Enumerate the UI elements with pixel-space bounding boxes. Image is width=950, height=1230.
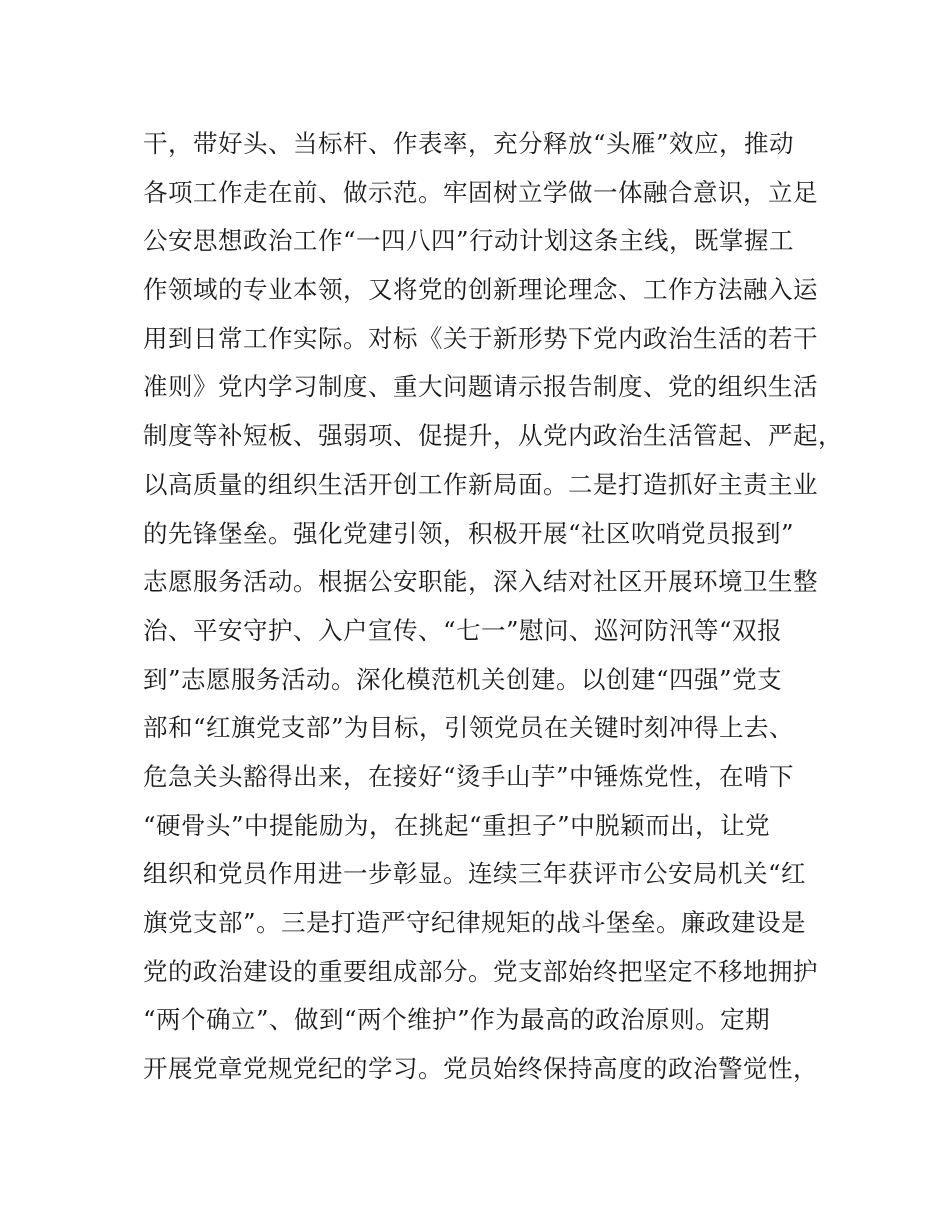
text-line: 志愿服务活动。根据公安职能，深入结对社区开展环境卫生整 (143, 567, 818, 597)
text-line: 以高质量的组织生活开创工作新局面。二是打造抓好主责主业 (143, 469, 818, 499)
text-line: “两个确立”、做到“两个维护”作为最高的政治原则。定期 (143, 1005, 771, 1035)
text-line: 各项工作走在前、做示范。牢固树立学做一体融合意识，立足 (143, 177, 818, 207)
text-line: 作领域的专业本领，又将党的创新理论理念、工作方法融入运 (143, 275, 818, 305)
text-line: 党的政治建设的重要组成部分。党支部始终把坚定不移地拥护 (143, 956, 818, 986)
text-line: “硬骨头”中提能励为，在挑起“重担子”中脱颖而出，让党 (143, 810, 771, 840)
text-line: 危急关头豁得出来，在接好“烫手山芋”中锤炼党性，在啃下 (143, 761, 795, 791)
text-line: 开展党章党规党纪的学习。党员始终保持高度的政治警觉性， (143, 1054, 818, 1084)
text-line: 旗党支部”。三是打造严守纪律规矩的战斗堡垒。廉政建设是 (143, 908, 807, 937)
text-line: 部和“红旗党支部”为目标，引领党员在关键时刻冲得上去、 (143, 713, 795, 743)
text-line: 治、平安守护、入户宣传、“七一”慰问、巡河防汛等“双报 (143, 615, 783, 645)
text-line: 到”志愿服务活动。深化模范机关创建。以创建“四强”党支 (143, 664, 783, 694)
body-text (143, 120, 843, 1094)
text-line: 组织和党员作用进一步彰显。连续三年获评市公安局机关“红 (143, 859, 807, 889)
text-line: 制度等补短板、强弱项、促提升，从党内政治生活管起、严起， (143, 421, 843, 451)
text-line: 准则》党内学习制度、重大问题请示报告制度、党的组织生活 (143, 372, 818, 402)
text-line: 干，带好头、当标杆、作表率，充分释放“头雁”效应，推动 (143, 129, 795, 158)
text-line: 用到日常工作实际。对标《关于新形势下党内政治生活的若干 (143, 323, 818, 353)
text-line: 公安思想政治工作“一四八四”行动计划这条主线，既掌握工 (143, 226, 795, 256)
text-line: 的先锋堡垒。强化党建引领，积极开展“社区吹哨党员报到” (143, 518, 795, 548)
